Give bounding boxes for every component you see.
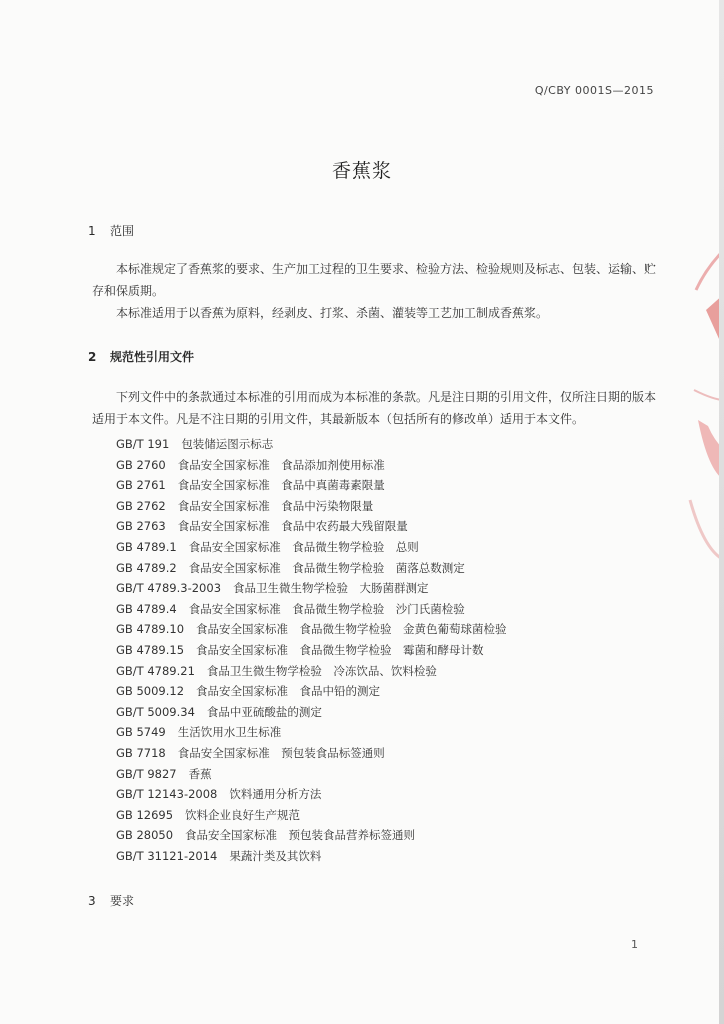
- reference-name: 生活饮用水卫生标准: [177, 725, 282, 740]
- reference-item: [116, 537, 507, 558]
- reference-item: [116, 516, 507, 537]
- section-heading-requirements: [88, 892, 134, 909]
- section-heading-references: [88, 348, 194, 365]
- reference-name: 食品安全国家标准 食品添加剂使用标准: [177, 457, 385, 472]
- reference-code: GB 28050: [116, 828, 174, 843]
- seal-stamp-icon: [684, 250, 724, 580]
- reference-code: GB 5009.12: [116, 684, 185, 699]
- page-number: 1: [631, 938, 638, 951]
- reference-code: GB 2763: [116, 519, 166, 534]
- references-list: [116, 434, 507, 866]
- reference-code: GB 4789.1: [116, 539, 177, 554]
- reference-name: 食品安全国家标准 食品中真菌毒素限量: [177, 478, 385, 493]
- scope-paragraph: 本标准规定了香蕉浆的要求、生产加工过程的卫生要求、检验方法、检验规则及标志、包装、运输、贮存和保质期。: [92, 262, 657, 298]
- scan-edge: [719, 0, 724, 1024]
- section-title: 规范性引用文件: [110, 350, 195, 364]
- reference-item: [116, 434, 507, 455]
- scope-paragraph: 本标准适用于以香蕉为原料，经剥皮、打浆、杀菌、灌装等工艺加工制成香蕉浆。: [116, 306, 549, 320]
- reference-item: [116, 702, 507, 723]
- reference-code: GB/T 31121-2014: [116, 848, 218, 863]
- reference-code: GB 2760: [116, 457, 166, 472]
- section-number: 1: [88, 224, 96, 238]
- reference-name: 食品安全国家标准 食品微生物学检验 沙门氏菌检验: [188, 601, 465, 616]
- reference-code: GB/T 4789.21: [116, 663, 195, 678]
- reference-item: [116, 846, 507, 867]
- section-number: 2: [88, 350, 97, 364]
- reference-item: [116, 764, 507, 785]
- reference-name: 食品安全国家标准 食品微生物学检验 菌落总数测定: [188, 560, 465, 575]
- reference-name: 香蕉: [188, 766, 212, 781]
- reference-item: [116, 619, 507, 640]
- reference-name: 食品安全国家标准 食品微生物学检验 霉菌和酵母计数: [196, 642, 484, 657]
- section-heading-scope: [88, 222, 134, 239]
- reference-name: 食品安全国家标准 食品微生物学检验 总则: [188, 539, 419, 554]
- reference-item: [116, 661, 507, 682]
- reference-name: 食品安全国家标准 食品微生物学检验 金黄色葡萄球菌检验: [196, 622, 507, 637]
- reference-item: [116, 578, 507, 599]
- reference-code: GB/T 191: [116, 437, 170, 451]
- reference-item: [116, 558, 507, 579]
- reference-item: [116, 784, 507, 805]
- reference-name: 包装储运图示标志: [181, 437, 274, 451]
- reference-code: GB/T 12143-2008: [116, 787, 218, 802]
- reference-item: [116, 475, 507, 496]
- reference-code: GB/T 5009.34: [116, 704, 195, 719]
- reference-name: 食品卫生微生物学检验 大肠菌群测定: [233, 581, 429, 596]
- reference-item: [116, 496, 507, 517]
- reference-name: 食品安全国家标准 食品中农药最大残留限量: [177, 519, 408, 534]
- reference-item: [116, 681, 507, 702]
- reference-code: GB 2762: [116, 498, 166, 513]
- section-title: 范围: [110, 224, 135, 238]
- reference-code: GB/T 9827: [116, 766, 177, 781]
- reference-code: GB 4789.4: [116, 601, 177, 616]
- reference-code: GB 12695: [116, 807, 174, 822]
- section-title: 要求: [110, 894, 135, 908]
- reference-code: GB/T 4789.3-2003: [116, 581, 222, 596]
- reference-code: GB 4789.15: [116, 642, 185, 657]
- reference-name: 食品安全国家标准 食品中铅的测定: [196, 684, 381, 699]
- reference-item: [116, 825, 507, 846]
- reference-code: GB 4789.10: [116, 622, 185, 637]
- reference-item: [116, 455, 507, 476]
- reference-item: [116, 743, 507, 764]
- reference-name: 食品安全国家标准 预包装食品标签通则: [177, 745, 385, 760]
- reference-code: GB 2761: [116, 478, 166, 493]
- reference-name: 食品卫生微生物学检验 冷冻饮品、饮料检验: [206, 663, 437, 678]
- reference-name: 食品安全国家标准 食品中污染物限量: [177, 498, 374, 513]
- reference-item: [116, 640, 507, 661]
- reference-name: 食品中亚硫酸盐的测定: [206, 704, 322, 719]
- document-title: 香蕉浆: [331, 160, 392, 182]
- reference-code: GB 5749: [116, 725, 166, 740]
- reference-code: GB 7718: [116, 745, 166, 760]
- reference-name: 饮料通用分析方法: [229, 787, 322, 802]
- reference-item: [116, 805, 507, 826]
- reference-name: 饮料企业良好生产规范: [185, 807, 301, 822]
- reference-name: 食品安全国家标准 预包装食品营养标签通则: [185, 828, 416, 843]
- reference-name: 果蔬汁类及其饮料: [229, 848, 322, 863]
- standard-code: Q/CBY 0001S—2015: [534, 84, 654, 97]
- references-intro-paragraph: 下列文件中的条款通过本标准的引用而成为本标准的条款。凡是注日期的引用文件，仅所注日期的版本适用于本文件。凡是不注日期的引用文件，其最新版本（包括所有的修改单）适用于本文件。: [92, 390, 657, 426]
- reference-item: [116, 722, 507, 743]
- reference-item: [116, 599, 507, 620]
- reference-code: GB 4789.2: [116, 560, 177, 575]
- section-number: 3: [88, 894, 96, 908]
